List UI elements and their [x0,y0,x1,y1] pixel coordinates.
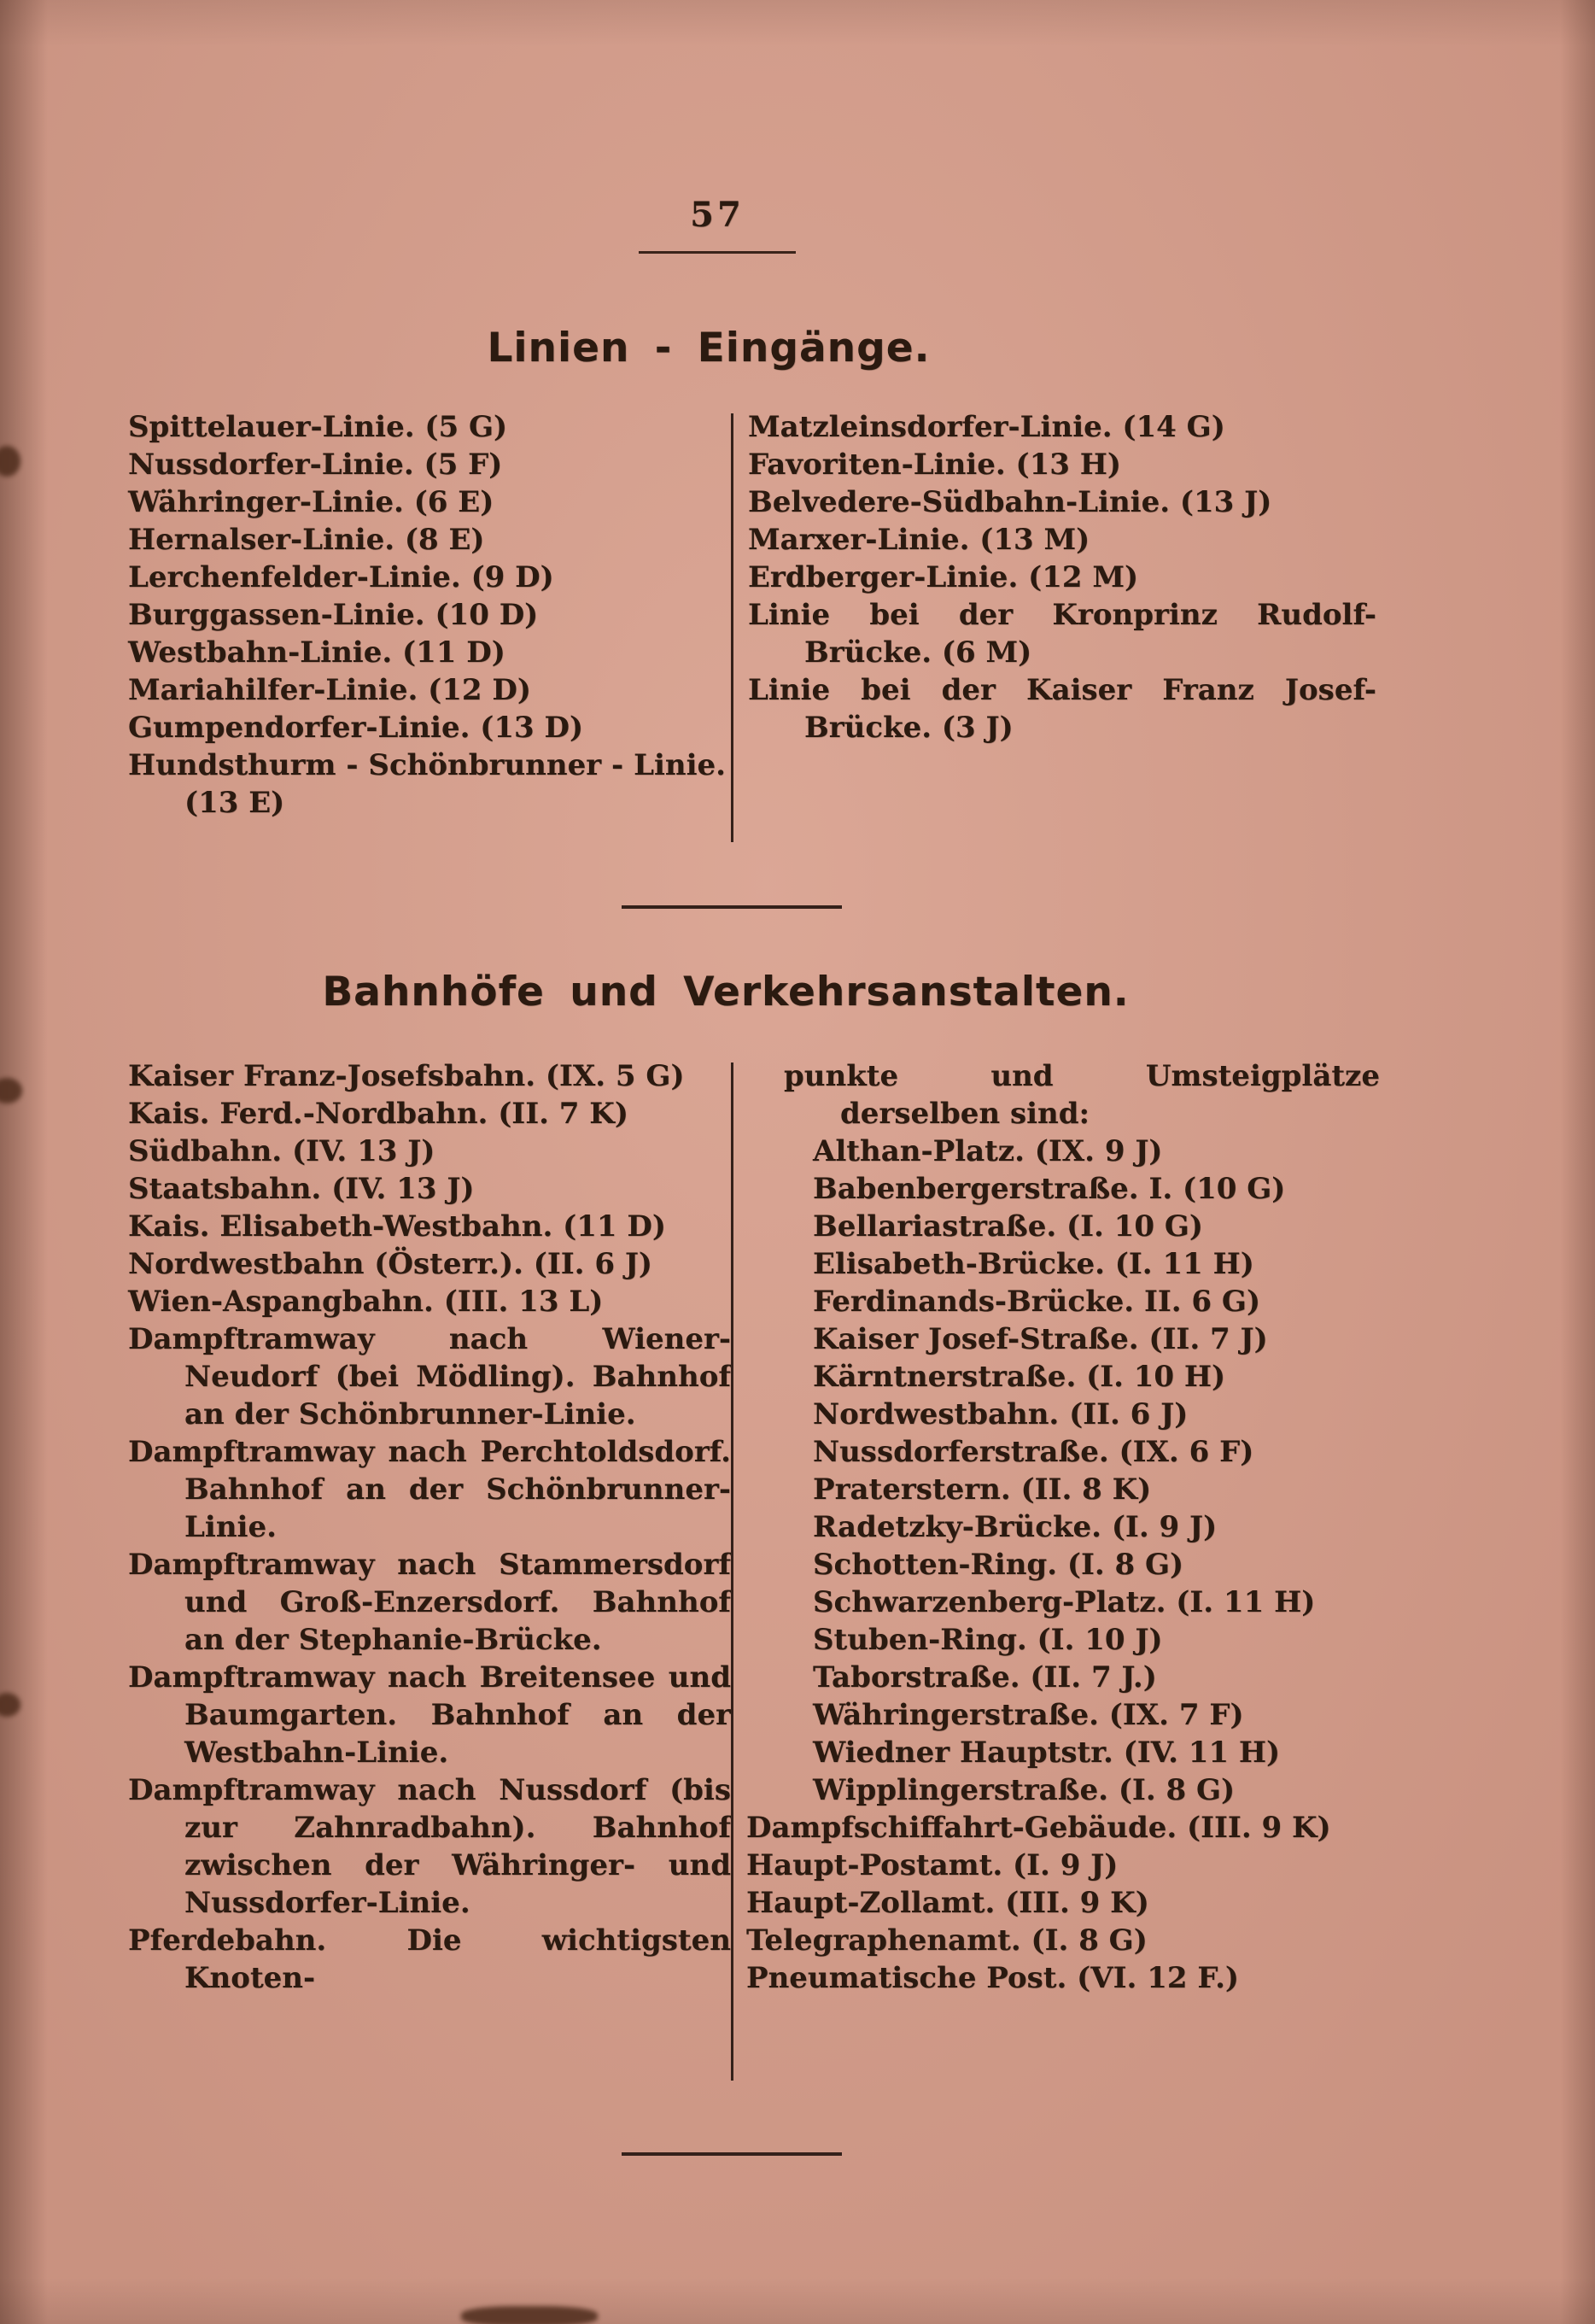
list-item: Favoriten-Linie. (13 H) [748,448,1121,482]
list-item: Dampftramway nach Stammersdorf und Groß-Enzersdorf. Bahnhof an der Stephanie-Brücke. [128,1548,731,1657]
bottom-divider-rule [622,2152,842,2156]
list-item: Westbahn-Linie. (11 D) [128,635,505,670]
list-item: Haupt-Postamt. (I. 9 J) [746,1848,1119,1882]
section-divider-rule [622,905,842,909]
list-item: Nordwestbahn (Österr.). (II. 6 J) [128,1247,652,1281]
list-item: Nussdorferstraße. (IX. 6 F) [813,1435,1254,1469]
list-item: Dampftramway nach Perchtoldsdorf. Bahnhof an der Schönbrunner-Linie. [128,1435,731,1544]
list-item: Ferdinands-Brücke. II. 6 G) [813,1285,1261,1319]
list-item: Kais. Ferd.-Nordbahn. (II. 7 K) [128,1097,628,1131]
section-title-bahnhoefe: Bahnhöfe und Verkehrsanstalten. [322,969,1130,1016]
list-item: Kais. Elisabeth-Westbahn. (11 D) [128,1209,666,1244]
list-item: Hernalser-Linie. (8 E) [128,523,485,557]
list-item: Schwarzenberg-Platz. (I. 11 H) [813,1585,1316,1619]
list-item: Althan-Platz. (IX. 9 J) [813,1134,1163,1168]
column-divider-rule [731,413,733,842]
list-item: Nussdorfer-Linie. (5 F) [128,448,503,482]
list-item: Dampftramway nach Nussdorf (bis zur Zahnradbahn). Bahnhof zwischen der Währinger- und Nussdorfer-Linie. [128,1773,731,1920]
list-item: Schotten-Ring. (I. 8 G) [813,1548,1184,1582]
list-item: Wipplingerstraße. (I. 8 G) [813,1773,1236,1807]
list-item: Währingerstraße. (IX. 7 F) [813,1698,1244,1732]
list-item: Pneumatische Post. (VI. 12 F.) [746,1961,1239,1995]
list-item: Praterstern. (II. 8 K) [813,1472,1152,1507]
list-item: punkte und Umsteigplätze derselben sind: [784,1059,1380,1131]
linien-left-column [128,408,726,822]
list-item: Linie bei der Kaiser Franz Josef-Brücke. (3 J) [748,673,1376,745]
ink-smudge [461,2306,598,2324]
list-item: Südbahn. (IV. 13 J) [128,1134,435,1168]
list-item: Kärntnerstraße. (I. 10 H) [813,1360,1226,1394]
list-item: Lerchenfelder-Linie. (9 D) [128,560,554,594]
ink-smudge [0,1078,22,1103]
list-item: Nordwestbahn. (II. 6 J) [813,1397,1189,1431]
page-number: 57 [690,195,745,235]
list-item: Marxer-Linie. (13 M) [748,523,1090,557]
list-item: Stuben-Ring. (I. 10 J) [813,1623,1163,1657]
list-item: Bellariastraße. (I. 10 G) [813,1209,1203,1244]
list-item: Taborstraße. (II. 7 J.) [813,1660,1157,1695]
ink-smudge [0,1693,20,1717]
list-item: Dampftramway nach Wiener-Neudorf (bei Mödling). Bahnhof an der Schönbrunner-Linie. [128,1322,731,1431]
list-item: Dampftramway nach Breitensee und Baumgarten. Bahnhof an der Westbahn-Linie. [128,1660,731,1770]
list-item: Pferdebahn. Die wichtigsten Knoten- [128,1923,731,1995]
list-item: Haupt-Zollamt. (III. 9 K) [746,1886,1149,1920]
linien-right-column [748,408,1376,746]
column-divider-rule [731,1062,733,2081]
list-item: Spittelauer-Linie. (5 G) [128,410,508,444]
list-item: Dampfschiffahrt-Gebäude. (III. 9 K) [746,1811,1331,1845]
list-item: Mariahilfer-Linie. (12 D) [128,673,531,707]
list-item: Linie bei der Kronprinz Rudolf-Brücke. (6 M) [748,598,1376,670]
bahnhoefe-right-column [746,1057,1380,1997]
section-title-linien-eingaenge: Linien - Eingänge. [487,325,931,372]
page-number-underline [639,251,796,254]
list-item: Wiedner Hauptstr. (IV. 11 H) [813,1736,1281,1770]
list-item: Elisabeth-Brücke. (I. 11 H) [813,1247,1254,1281]
list-item: Kaiser Josef-Straße. (II. 7 J) [813,1322,1268,1356]
list-item: Wien-Aspangbahn. (III. 13 L) [128,1285,604,1319]
list-item: Telegraphenamt. (I. 8 G) [746,1923,1148,1958]
list-item: Burggassen-Linie. (10 D) [128,598,539,632]
list-item: Belvedere-Südbahn-Linie. (13 J) [748,485,1272,519]
list-item: Babenbergerstraße. I. (10 G) [813,1172,1286,1206]
list-item: Erdberger-Linie. (12 M) [748,560,1139,594]
list-item: Hundsthurm - Schönbrunner - Linie. (13 E) [128,748,726,820]
list-item: Währinger-Linie. (6 E) [128,485,494,519]
list-item: Staatsbahn. (IV. 13 J) [128,1172,475,1206]
list-item: Matzleinsdorfer-Linie. (14 G) [748,410,1225,444]
ink-smudge [0,446,20,477]
list-item: Kaiser Franz-Josefsbahn. (IX. 5 G) [128,1059,685,1093]
list-item: Gumpendorfer-Linie. (13 D) [128,711,584,745]
bahnhoefe-left-column [128,1057,731,1997]
list-item: Radetzky-Brücke. (I. 9 J) [813,1510,1218,1544]
